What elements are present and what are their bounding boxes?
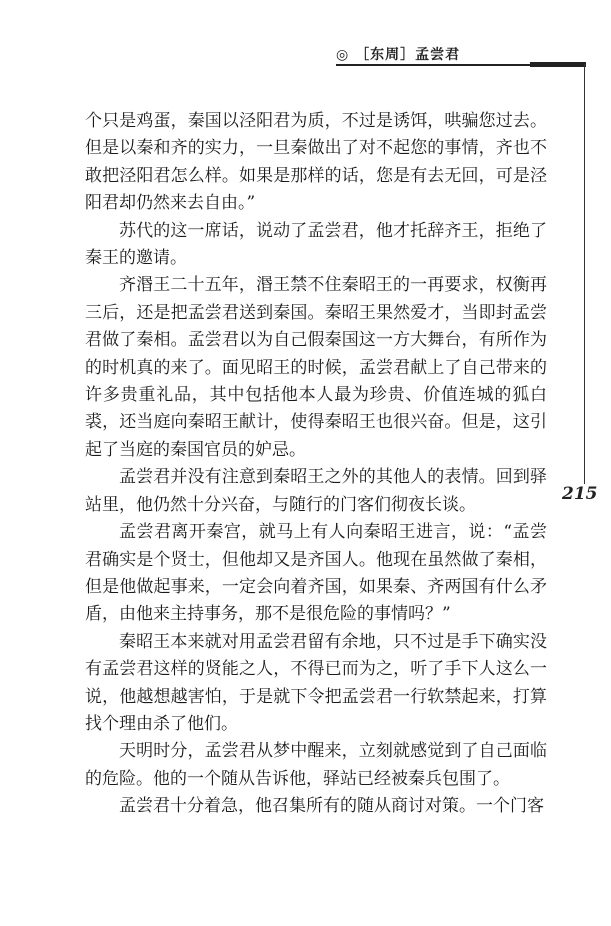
- paragraph: 孟尝君离开秦宫，就马上有人向秦昭王进言，说：“孟尝君确实是个贤士，但他却又是齐国人。他现在虽然做了秦相，但是他做起事来，一定会向着齐国，如果秦、齐两国有什么矛盾，由他来主持事务，那不是很危险的事情吗？”: [85, 522, 547, 625]
- header-rule-accent: [530, 62, 586, 67]
- running-header: ◎ ［东周］孟尝君: [336, 47, 461, 63]
- page-number: 215: [562, 484, 598, 504]
- side-rule: [584, 64, 585, 484]
- paragraph: 个只是鸡蛋，秦国以泾阳君为质，不过是诱饵，哄骗您过去。但是以秦和齐的实力，一旦秦做出了对不起您的事情，齐也不敢把泾阳君怎么样。如果是那样的话，您是有去无回，可是泾阳君却仍然来去自由。”: [85, 111, 547, 214]
- paragraph: 孟尝君并没有注意到秦昭王之外的其他人的表情。回到驿站里，他仍然十分兴奋，与随行的门客们彻夜长谈。: [85, 467, 547, 515]
- paragraph: 秦昭王本来就对用孟尝君留有余地，只不过是手下确实没有孟尝君这样的贤能之人，不得已而为之，听了手下人这么一说，他越想越害怕，于是就下令把孟尝君一行软禁起来，打算找个理由杀了他们。: [85, 631, 547, 734]
- paragraph: 天明时分，孟尝君从梦中醒来，立刻就感觉到了自己面临的危险。他的一个随从告诉他，驿站已经被秦兵包围了。: [85, 741, 547, 789]
- body-text: [85, 108, 547, 821]
- paragraph: 苏代的这一席话，说动了孟尝君，他才托辞齐王，拒绝了秦王的邀请。: [85, 220, 547, 269]
- paragraph: 孟尝君十分着急，他召集所有的随从商讨对策。一个门客: [119, 796, 544, 817]
- paragraph: 齐湣王二十五年，湣王禁不住秦昭王的一再要求，权衡再三后，还是把孟尝君送到秦国。秦昭王果然爱才，当即封孟尝君做了秦相。孟尝君以为自己假秦国这一方大舞台，有所作为的时机真的来了。面见昭王的时候，孟尝君献上了自己带来的许多贵重礼品，其中包括他本人最为珍贵、价值连城的狐白裘，还当庭向秦昭王献计，使得秦昭王也很兴奋。但是，这引起了当庭的秦国官员的妒忌。: [85, 275, 547, 460]
